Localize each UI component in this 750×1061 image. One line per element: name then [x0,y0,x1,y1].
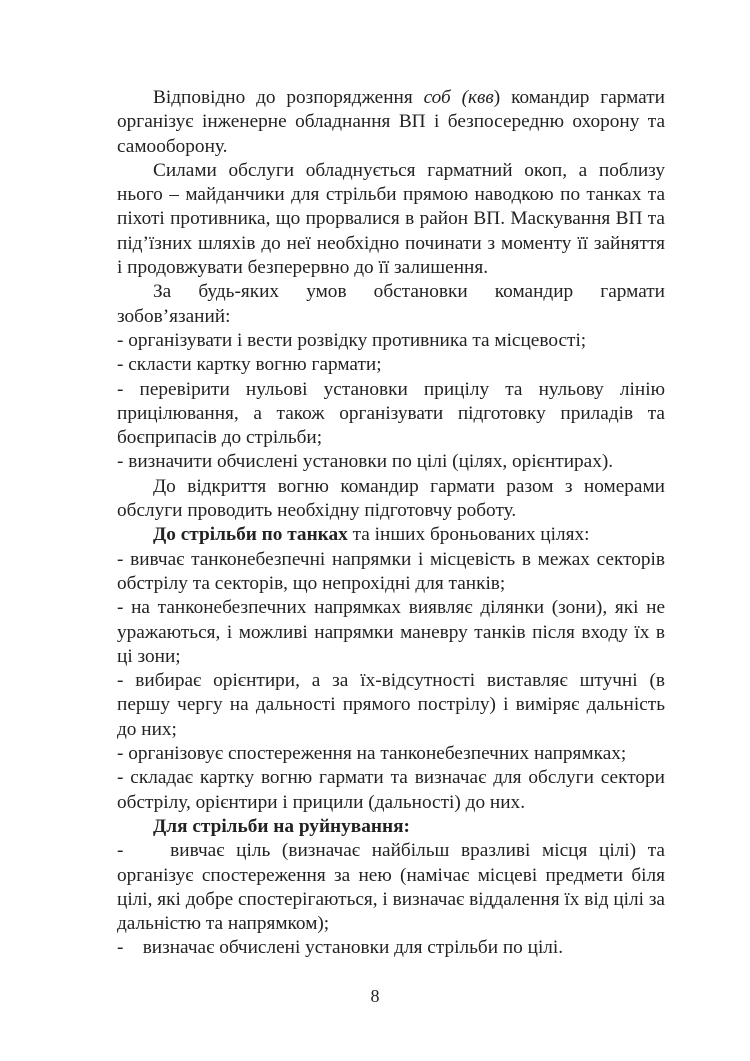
paragraph: До відкриття вогню командир гармати разом з номерами обслуги проводить необхідну підготовчу роботу. [117,475,665,522]
list-item: - скласти картку вогню гармати; [117,354,382,376]
list-item: - визначає обчислені установки для стрільби по цілі. [117,937,564,959]
list-item: - вивчає танконебезпечні напрямки і місцевість в межах секторів обстрілу та секторів, що непрохідні для танків; [117,548,665,594]
paragraph: Силами обслуги обладнується гарматний окоп, а поблизу нього – майданчики для стрільби прямою наводкою по танках та піхоті противника, що прорвалися в район ВП. Маскування ВП та під’їзних шляхів до неї необхідно починати з моменту її зайняття і продовжувати безперервно до її залишення. [117,159,665,279]
section-heading: Для стрільби на руйнування: [153,815,410,837]
list-item: - організовує спостереження на танконебезпечних напрямках; [117,743,627,765]
section-heading [117,523,665,547]
italic-abbreviation: соб (кв [423,87,486,108]
paragraph-text: ) командир гармати організує інженерне обладнання ВП і безпосередню охорону та самооборону. [117,87,665,157]
list-item: - перевірити нульові установки прицілу та нульову лінію прицілювання, а також організувати підготовку приладів та боєприпасів до стрільби; [117,378,665,449]
list-item: - вибирає орієнтири, а за їх-відсутності виставляє штучні (в першу чергу на дальності прямого пострілу) і виміряє дальність до них; [117,670,665,740]
list-item: - організувати і вести розвідку противника та місцевості; [117,329,587,351]
italic-abbreviation-end: в [485,87,494,108]
list-item: - на танконебезпечних напрямках виявляє ділянки (зони), які не уражаються, і можливі напрямки маневру танків після входу їх в ці зони; [117,597,665,667]
list-item: - складає картку вогню гармати та визначає для обслуги сектори обстрілу, орієнтири і прицили (дальності) до них. [117,767,665,813]
list-item: - визначити обчислені установки по цілі (цілях, орієнтирах). [117,451,614,473]
paragraph-text: Відповідно до розпорядження [153,87,424,108]
paragraph [117,86,665,159]
page-number: 8 [370,986,380,1006]
page-body [117,86,670,961]
paragraph: За будь-яких умов обстановки командир гармати зобов’язаний: [117,281,665,327]
section-heading-bold: До стрільби по танках [153,524,348,546]
section-heading-rest: та інших броньованих цілях: [347,524,590,546]
list-item: - вивчає ціль (визначає найбільш вразливі місця цілі) та організує спостереження за нею (намічає місцеві предмети біля цілі, які добре спостерігаються, і визначає віддалення їх від цілі за дальністю та напрямком); [117,840,670,935]
